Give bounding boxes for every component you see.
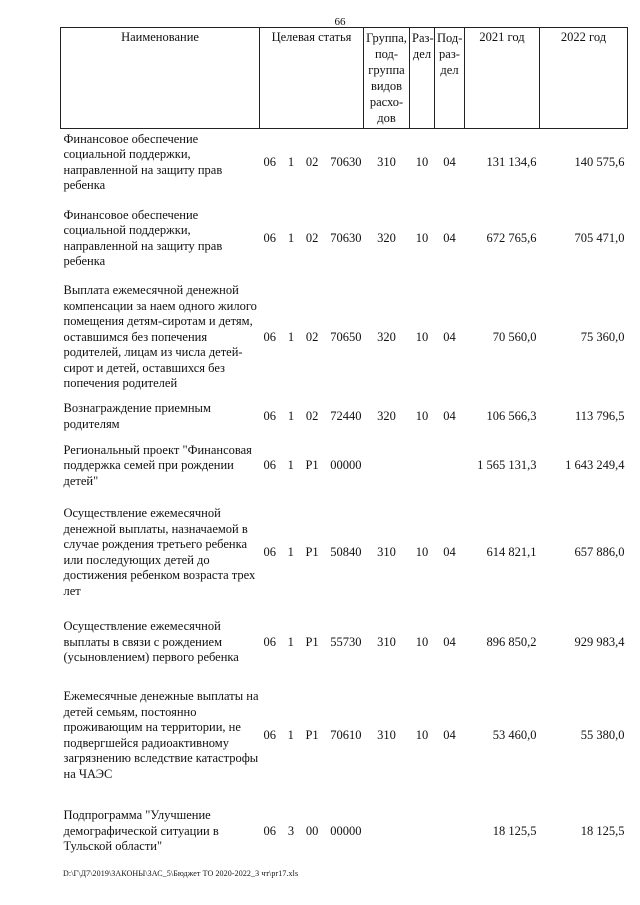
row-group <box>364 798 410 866</box>
row-amount-2022: 929 983,4 <box>574 634 625 649</box>
target-direction: 00000 <box>330 823 362 838</box>
row-name: Финансовое обеспечение социальной поддержки, направленной на защиту прав ребенка <box>63 207 223 268</box>
target-direction: 70630 <box>330 230 362 245</box>
target-direction: 00000 <box>330 458 362 473</box>
target-direction: 70630 <box>330 155 362 169</box>
row-amount-2021: 70 560,0 <box>492 329 537 344</box>
row-amount-2022: 18 125,5 <box>580 823 625 838</box>
row-amount-2021: 672 765,6 <box>486 230 537 245</box>
row-name: Региональный проект "Финансовая поддержка семей при рождении детей" <box>63 442 252 488</box>
target-event: 00 <box>305 823 319 838</box>
target-direction: 55730 <box>330 634 362 649</box>
row-section: 10 <box>415 408 429 423</box>
table-row <box>61 494 628 612</box>
target-subprogram: 1 <box>287 544 294 559</box>
row-target-code <box>260 494 364 612</box>
row-subsection: 04 <box>443 727 456 742</box>
target-event: P1 <box>305 727 319 742</box>
row-target-code <box>260 395 364 439</box>
target-subprogram: 1 <box>287 155 295 169</box>
row-group <box>364 439 410 494</box>
target-subprogram: 1 <box>287 458 294 473</box>
row-section: 10 <box>415 727 429 742</box>
row-amount-2021: 106 566,3 <box>486 408 537 423</box>
row-group: 310 <box>377 155 396 169</box>
header-section: Раз- дел <box>410 28 435 129</box>
page-number: 66 <box>334 16 346 28</box>
table-row <box>61 129 628 197</box>
row-group: 310 <box>377 727 396 742</box>
target-event: 02 <box>305 230 319 245</box>
row-group: 320 <box>377 329 396 344</box>
row-target-code <box>260 674 364 798</box>
target-event: 02 <box>305 408 319 423</box>
target-event: 02 <box>305 155 319 169</box>
row-subsection: 04 <box>443 408 456 423</box>
target-direction: 50840 <box>330 544 362 559</box>
row-amount-2022: 75 360,0 <box>580 329 625 344</box>
row-target-code <box>260 129 364 197</box>
row-amount-2022: 140 575,6 <box>574 155 625 169</box>
target-subprogram: 3 <box>287 823 295 838</box>
row-name: Выплата ежемесячной денежной компенсации за наем одного жилого помещения детям-сиротам и детям, оставшимся без попечения родителей, лицам из числа детей-сирот и детей, оставшихся без попечения родителей <box>63 283 257 391</box>
row-amount-2022: 657 886,0 <box>574 544 625 559</box>
row-amount-2021: 1 565 131,3 <box>477 458 537 473</box>
table-row <box>61 612 628 674</box>
target-subprogram: 1 <box>287 634 294 649</box>
target-event: P1 <box>305 634 319 649</box>
row-target-code <box>260 798 364 866</box>
row-subsection <box>435 798 465 866</box>
budget-table <box>60 27 628 866</box>
row-group: 320 <box>377 408 396 423</box>
target-subprogram: 1 <box>287 727 294 742</box>
target-program: 06 <box>263 727 276 742</box>
row-subsection: 04 <box>443 634 456 649</box>
row-section: 10 <box>415 544 429 559</box>
header-2021: 2021 год <box>465 28 540 129</box>
row-amount-2022: 1 643 249,4 <box>565 458 625 473</box>
target-subprogram: 1 <box>287 329 295 344</box>
row-amount-2022: 705 471,0 <box>574 230 625 245</box>
row-name: Осуществление ежемесячной денежной выплаты, назначаемой в случае рождения третьего ребенка или последующих детей до достижения ребенком возраста трех лет <box>63 506 256 598</box>
target-direction: 70650 <box>330 329 362 344</box>
row-name: Осуществление ежемесячной выплаты в связи с рождением (усыновлением) первого ребенка <box>63 619 239 665</box>
file-path-footer: D:\Г\Д7\2019\ЗАКОНЫ\ЗАС_5\Бюджет ТО 2020-2022_3 чт\pr17.xls <box>63 869 299 878</box>
row-section: 10 <box>415 634 429 649</box>
row-name: Финансовое обеспечение социальной поддержки, направленной на защиту прав ребенка <box>63 131 223 193</box>
row-amount-2021: 131 134,6 <box>486 155 537 169</box>
row-target-code <box>260 612 364 674</box>
table-row <box>61 798 628 866</box>
target-subprogram: 1 <box>287 408 295 423</box>
header-row <box>61 28 628 129</box>
row-target-code <box>260 439 364 494</box>
row-amount-2021: 614 821,1 <box>486 544 537 559</box>
row-group: 310 <box>377 634 396 649</box>
header-group: Группа, под- группа видов расхо- дов <box>364 28 410 129</box>
target-program: 06 <box>263 155 276 169</box>
row-name: Вознаграждение приемным родителям <box>63 401 211 431</box>
row-amount-2022: 113 796,5 <box>574 408 625 423</box>
row-section: 10 <box>415 155 429 169</box>
row-target-code <box>260 281 364 395</box>
row-amount-2022: 55 380,0 <box>580 727 625 742</box>
row-name: Подпрограмма "Улучшение демографической ситуации в Тульской области" <box>63 808 219 854</box>
header-name: Наименование <box>61 28 260 129</box>
target-program: 06 <box>263 544 276 559</box>
target-program: 06 <box>263 230 276 245</box>
target-program: 06 <box>263 634 276 649</box>
row-subsection <box>435 439 465 494</box>
target-program: 06 <box>263 823 276 838</box>
row-section: 10 <box>415 329 429 344</box>
table-row <box>61 197 628 281</box>
row-group: 310 <box>377 544 396 559</box>
target-direction: 70610 <box>330 727 362 742</box>
row-subsection: 04 <box>443 544 456 559</box>
target-event: P1 <box>305 458 319 473</box>
table-row <box>61 281 628 395</box>
target-event: P1 <box>305 544 319 559</box>
row-name: Ежемесячные денежные выплаты на детей семьям, постоянно проживающим на территории, не подвергшейся радиоактивному загрязнению вследствие катастрофы на ЧАЭС <box>63 689 259 781</box>
row-section <box>410 798 435 866</box>
target-program: 06 <box>263 329 276 344</box>
table-row <box>61 439 628 494</box>
target-event: 02 <box>305 329 319 344</box>
table-row <box>61 674 628 798</box>
row-section <box>410 439 435 494</box>
target-subprogram: 1 <box>287 230 295 245</box>
target-program: 06 <box>263 458 276 473</box>
row-subsection: 04 <box>443 230 456 245</box>
row-subsection: 04 <box>443 155 456 169</box>
row-subsection: 04 <box>443 329 456 344</box>
row-group: 320 <box>377 230 396 245</box>
row-amount-2021: 18 125,5 <box>492 823 537 838</box>
row-target-code <box>260 197 364 281</box>
row-section: 10 <box>415 230 429 245</box>
target-program: 06 <box>263 408 276 423</box>
row-amount-2021: 53 460,0 <box>492 727 537 742</box>
header-2022: 2022 год <box>540 28 628 129</box>
header-target: Целевая статья <box>260 28 364 129</box>
table-row <box>61 395 628 439</box>
row-amount-2021: 896 850,2 <box>486 634 537 649</box>
target-direction: 72440 <box>330 408 362 423</box>
header-subsection: Под- раз- дел <box>435 28 465 129</box>
